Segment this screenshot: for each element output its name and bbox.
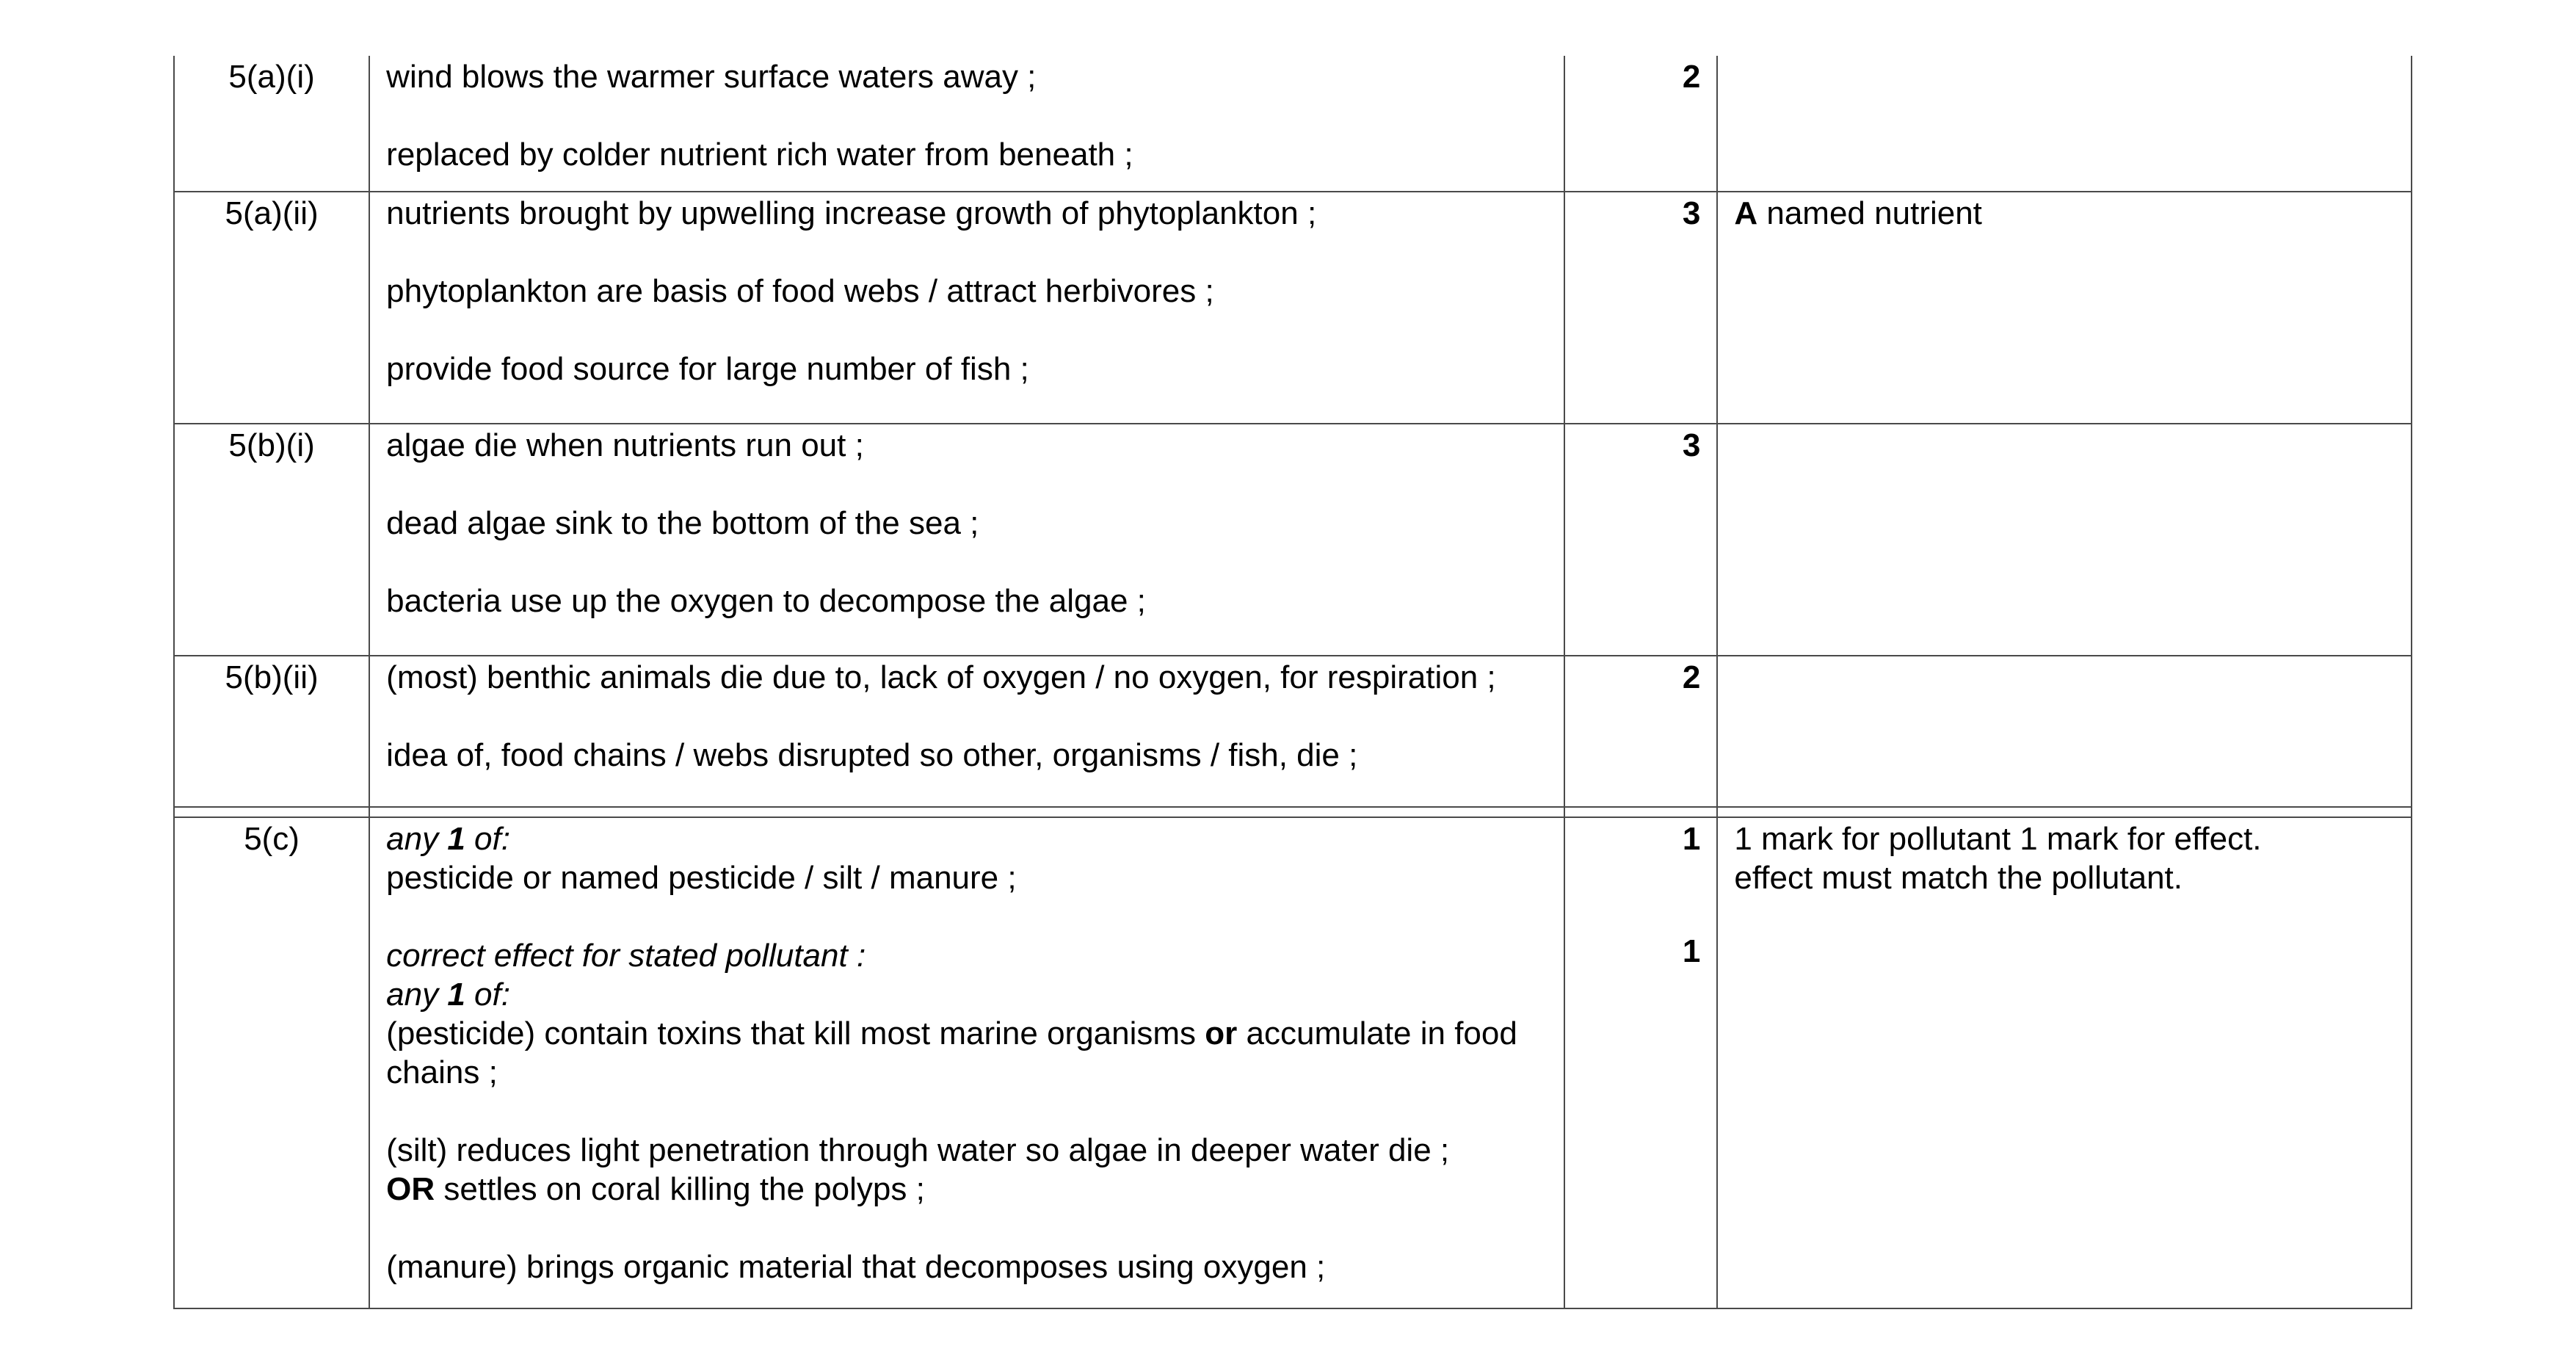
guidance-cell [1717,56,2412,192]
guidance-cell [1717,424,2412,656]
answer-point: replaced by colder nutrient rich water from beneath ; [386,137,1133,173]
answer-cell [369,56,1564,192]
answer-point: idea of, food chains / webs disrupted so other, organisms / fish, die ; [386,737,1358,773]
marks-cell: 3 [1564,424,1717,656]
question-number: 5(b)(i) [174,424,369,656]
answer-point: phytoplankton are basis of food webs / attract herbivores ; [386,273,1214,309]
guidance-cell [1717,192,2412,424]
marks-cell: 2 [1564,656,1717,807]
answer-point-manure: (manure) brings organic material that decomposes using oxygen ; [386,1249,1326,1285]
answer-cell [369,424,1564,656]
table-row [174,192,2412,424]
any-one-of-label: any 1 of: [386,821,510,857]
answer-point: pesticide or named pesticide / silt / manure ; [386,860,1017,896]
guidance-text: 1 mark for pollutant 1 mark for effect. [1734,821,2262,857]
question-number: 5(a)(ii) [174,192,369,424]
guidance-cell [1717,817,2412,1308]
answer-point-silt: (silt) reduces light penetration through water so algae in deeper water die ; [386,1132,1450,1168]
separator-cell [1564,807,1717,817]
guidance-text: named nutrient [1757,195,1982,231]
accept-marker: A [1734,195,1758,231]
guidance-cell [1717,656,2412,807]
table-row [174,656,2412,807]
guidance-text: effect must match the pollutant. [1734,860,2183,896]
question-number: 5(a)(i) [174,56,369,192]
table-row [174,817,2412,1308]
mark-scheme-table [173,56,2412,1309]
answer-point: algae die when nutrients run out ; [386,427,864,463]
separator-cell [369,807,1564,817]
answer-point-pesticide: (pesticide) contain toxins that kill most marine organisms or accumulate in food chains ; [386,1015,1517,1090]
separator-cell [1717,807,2412,817]
question-number: 5(b)(ii) [174,656,369,807]
effect-instruction: correct effect for stated pollutant : [386,938,866,974]
answer-point: wind blows the warmer surface waters away ; [386,59,1037,95]
table-separator [174,807,2412,817]
answer-point: provide food source for large number of fish ; [386,351,1029,387]
answer-point: nutrients brought by upwelling increase growth of phytoplankton ; [386,195,1317,231]
answer-point: (most) benthic animals die due to, lack of oxygen / no oxygen, for respiration ; [386,659,1496,695]
answer-cell [369,817,1564,1308]
marks-cell: 2 [1564,56,1717,192]
question-number: 5(c) [174,817,369,1308]
table-row [174,56,2412,192]
mark-value: 1 [1682,821,1701,857]
answer-point: bacteria use up the oxygen to decompose the algae ; [386,583,1146,619]
answer-point-silt-alt: OR settles on coral killing the polyps ; [386,1171,925,1207]
marks-cell: 3 [1564,192,1717,424]
mark-value: 1 [1682,933,1701,969]
table-row [174,424,2412,656]
any-one-of-label: any 1 of: [386,977,510,1013]
marks-cell [1564,817,1717,1308]
answer-point: dead algae sink to the bottom of the sea ; [386,505,979,541]
answer-cell [369,656,1564,807]
separator-cell [174,807,369,817]
answer-cell [369,192,1564,424]
